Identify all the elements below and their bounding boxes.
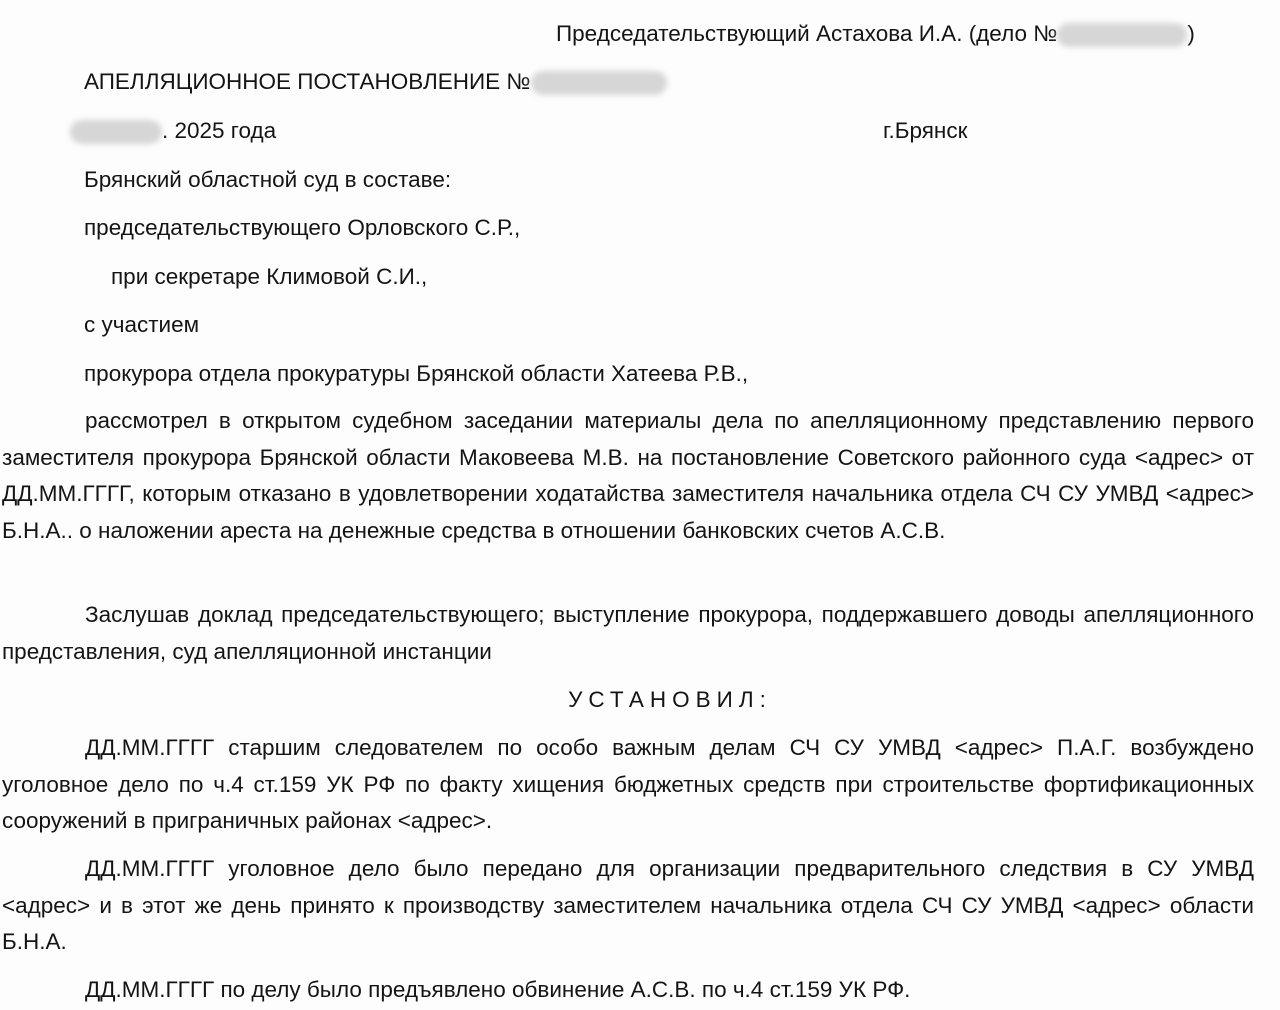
document-title — [84, 69, 667, 95]
presiding-header-text: Председательствующий Астахова И.А. (дело № — [556, 21, 1058, 46]
document-title-text: АПЕЛЛЯЦИОННОЕ ПОСТАНОВЛЕНИЕ № — [84, 69, 531, 94]
court-composition: Брянский областной суд в составе: — [84, 167, 452, 192]
redacted-case-number — [1057, 23, 1187, 47]
presiding-judge: председательствующего Орловского С.Р., — [84, 215, 521, 240]
paragraph-considered: рассмотрел в открытом судебном заседании материалы дела по апелляционному представлению первого заместителя прокурора Брянской области Маковеева М.В. на постановление Советского районного суда <адрес> от ДД.ММ.ГГГГ, которым отказано в удовлетворении ходатайства заместителя начальника отдела СЧ СУ УМВД <адрес> Б.Н.А.. о наложении ареста на денежные средства в отношении банковских счетов А.С.В. — [2, 408, 1254, 543]
secretary: при секретаре Климовой С.И., — [111, 264, 428, 289]
established-heading: УСТАНОВИЛ: — [568, 687, 772, 712]
prosecutor: прокурора отдела прокуратуры Брянской области Хатеева Р.В., — [84, 361, 749, 386]
redacted-date — [70, 120, 162, 144]
date-line — [70, 118, 276, 144]
date-text: . 2025 года — [162, 118, 277, 143]
participation: с участием — [84, 312, 200, 337]
paragraph-heard: Заслушав доклад председательствующего; выступление прокурора, поддержавшего доводы апелляционного представления, суд апелляционной инстанции — [2, 602, 1254, 664]
paragraph-case-transferred: ДД.ММ.ГГГГ уголовное дело было передано для организации предварительного следствия в СУ УМВД <адрес> и в этот же день принято к производству заместителем начальника отдела СЧ СУ УМВД <адрес> области Б.Н.А. — [2, 856, 1254, 954]
redacted-decree-number — [531, 71, 667, 95]
presiding-header — [556, 21, 1195, 47]
presiding-header-close: ) — [1187, 21, 1195, 46]
city: г.Брянск — [883, 118, 968, 143]
paragraph-charge: ДД.ММ.ГГГГ по делу было предъявлено обвинение А.С.В. по ч.4 ст.159 УК РФ. — [85, 977, 911, 1002]
paragraph-case-opened: ДД.ММ.ГГГГ старшим следователем по особо важным делам СЧ СУ УМВД <адрес> П.А.Г. возбуждено уголовное дело по ч.4 ст.159 УК РФ по факту хищения бюджетных средств при строительстве фортификационных сооружений в приграничных районах <адрес>. — [2, 735, 1254, 833]
